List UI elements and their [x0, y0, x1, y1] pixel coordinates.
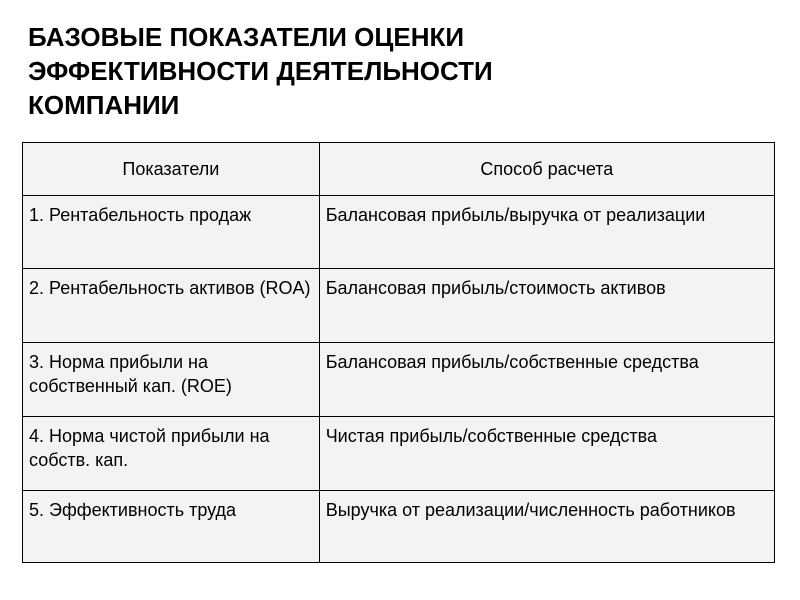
indicator-cell: 3. Норма прибыли на собственный кап. (ROE) [23, 343, 320, 417]
indicator-cell: 2. Рентабельность активов (ROA) [23, 269, 320, 343]
indicator-cell: 4. Норма чистой прибыли на собств. кап. [23, 417, 320, 491]
method-cell: Чистая прибыль/собственные средства [319, 417, 774, 491]
table-row [23, 417, 775, 491]
title-line-1: БАЗОВЫЕ ПОКАЗАТЕЛИ ОЦЕНКИ [28, 22, 465, 52]
page-title [28, 20, 768, 122]
table-row [23, 343, 775, 417]
table-row [23, 491, 775, 563]
table-row [23, 196, 775, 269]
title-line-2: ЭФФЕКТИВНОСТИ ДЕЯТЕЛЬНОСТИ [28, 56, 493, 86]
method-cell: Балансовая прибыль/выручка от реализации [319, 196, 774, 269]
method-cell: Балансовая прибыль/собственные средства [319, 343, 774, 417]
indicator-cell: 1. Рентабельность продаж [23, 196, 320, 269]
indicator-cell: 5. Эффективность труда [23, 491, 320, 563]
table-header-row [23, 143, 775, 196]
header-indicators: Показатели [23, 143, 320, 196]
title-line-3: КОМПАНИИ [28, 90, 180, 120]
header-calculation-method: Способ расчета [319, 143, 774, 196]
indicators-table [22, 142, 775, 563]
method-cell: Выручка от реализации/численность работников [319, 491, 774, 563]
method-cell: Балансовая прибыль/стоимость активов [319, 269, 774, 343]
table-row [23, 269, 775, 343]
